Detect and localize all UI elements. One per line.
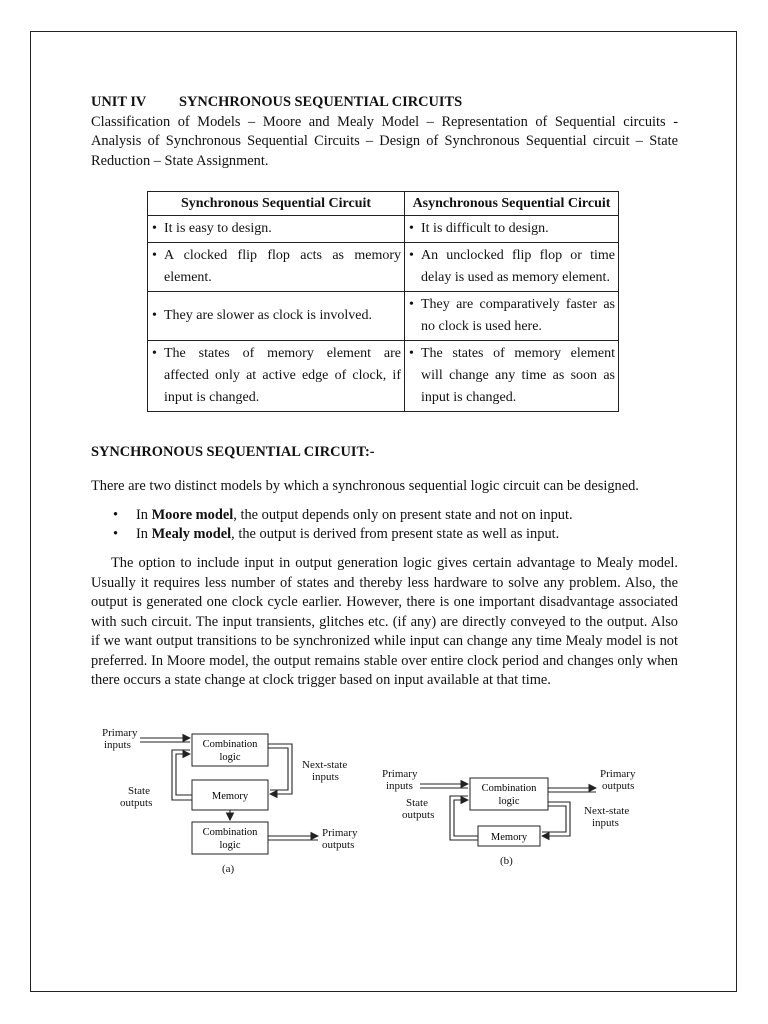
block-label: logic (219, 752, 241, 763)
label-next-state: Next-state (302, 759, 348, 771)
unit-syllabus: Classification of Models – Moore and Mealy Model – Representation of Sequential circuits - Analysis of Synchronous Sequential Circuits – Design of Synchronous Sequential circuit – State Reduction – State Assignment. (91, 113, 678, 169)
list-item-mealy (136, 525, 678, 544)
table-row (148, 216, 619, 243)
table-cell: • It is easy to design. (148, 216, 405, 243)
label-primary-inputs: Primary (102, 727, 138, 739)
block-label: Combination (202, 739, 258, 750)
model-list (91, 506, 678, 544)
list-prefix: In (136, 507, 152, 523)
table-header-row (148, 192, 619, 216)
label-primary-inputs: inputs (386, 780, 413, 792)
table-cell: • It is difficult to design. (405, 216, 619, 243)
label-primary-outputs: outputs (602, 780, 635, 792)
label-primary-outputs: Primary (600, 768, 636, 780)
block-label: Memory (211, 791, 249, 802)
table-row (148, 292, 619, 341)
block-label: logic (219, 840, 241, 851)
section-heading: SYNCHRONOUS SEQUENTIAL CIRCUIT:- (91, 444, 375, 460)
table-cell: • A clocked flip flop acts as memory element. (148, 243, 405, 292)
block-label: Combination (202, 827, 258, 838)
table-cell: • The states of memory element will change any time as soon as input is changed. (405, 341, 619, 412)
arrow-state-feedback (176, 754, 192, 795)
arrow-state-feedback (454, 800, 478, 836)
unit-label: UNIT IV (91, 94, 147, 110)
table-header: Synchronous Sequential Circuit (148, 192, 405, 216)
unit-heading (91, 93, 678, 113)
arrow-next-state (268, 748, 288, 790)
arrow-state-feedback (172, 750, 192, 800)
label-next-state: Next-state (584, 805, 630, 817)
moore-term: Moore model (151, 507, 234, 523)
label-primary-outputs: outputs (322, 839, 355, 851)
table-cell: • An unclocked flip flop or time delay is used as memory element. (405, 243, 619, 292)
table-cell: • They are comparatively faster as no clock is used here. (405, 292, 619, 341)
label-primary-inputs: Primary (382, 768, 418, 780)
table-row (148, 341, 619, 412)
unit-title: SYNCHRONOUS SEQUENTIAL CIRCUITS (179, 94, 463, 110)
figure-a-moore-diagram (96, 724, 366, 874)
section-intro: There are two distinct models by which a synchronous sequential logic circuit can be designed. (91, 477, 639, 494)
list-item-moore (136, 506, 678, 525)
label-primary-outputs: Primary (322, 827, 358, 839)
table-cell: • The states of memory element are affected only at active edge of clock, if input is changed. (148, 341, 405, 412)
label-primary-inputs: inputs (104, 739, 131, 751)
label-state-outputs: State (406, 797, 428, 809)
mealy-description: , the output is derived from present state as well as input. (231, 526, 560, 542)
block-label: Combination (481, 783, 537, 794)
table-cell: • They are slower as clock is involved. (148, 292, 405, 341)
block-label: Memory (490, 832, 528, 843)
figure-b-mealy-diagram (380, 764, 650, 876)
label-state-outputs: outputs (402, 809, 435, 821)
label-state-outputs: State (128, 785, 150, 797)
list-prefix: In (136, 526, 152, 542)
table-row (148, 243, 619, 292)
label-next-state: inputs (312, 771, 339, 783)
body-paragraph: The option to include input in output generation logic gives certain advantage to Mealy model. Usually it requires less number of states and thereby less hardware to solve any problem. Also, the output is generated one clock cycle earlier. However, there is one important disadvantage associated with such circuit. The input transients, glitches etc. (if any) are directly conveyed to the output. Also if we want output transitions to be synchronized while input can change any time Mealy model is not preferred. In Moore model, the output remains stable over entire clock period and changes only when there occurs a state change at clock trigger based on input available at that time. (91, 555, 678, 688)
label-state-outputs: outputs (120, 797, 153, 809)
document-body (91, 93, 678, 691)
figure-a-caption: (a) (222, 863, 235, 874)
mealy-term: Mealy model (151, 526, 232, 542)
block-label: logic (498, 796, 520, 807)
figure-b-caption: (b) (500, 855, 513, 867)
moore-description: , the output depends only on present state and not on input. (233, 507, 573, 523)
label-next-state: inputs (592, 817, 619, 829)
table-header: Asynchronous Sequential Circuit (405, 192, 619, 216)
comparison-table (147, 191, 619, 412)
